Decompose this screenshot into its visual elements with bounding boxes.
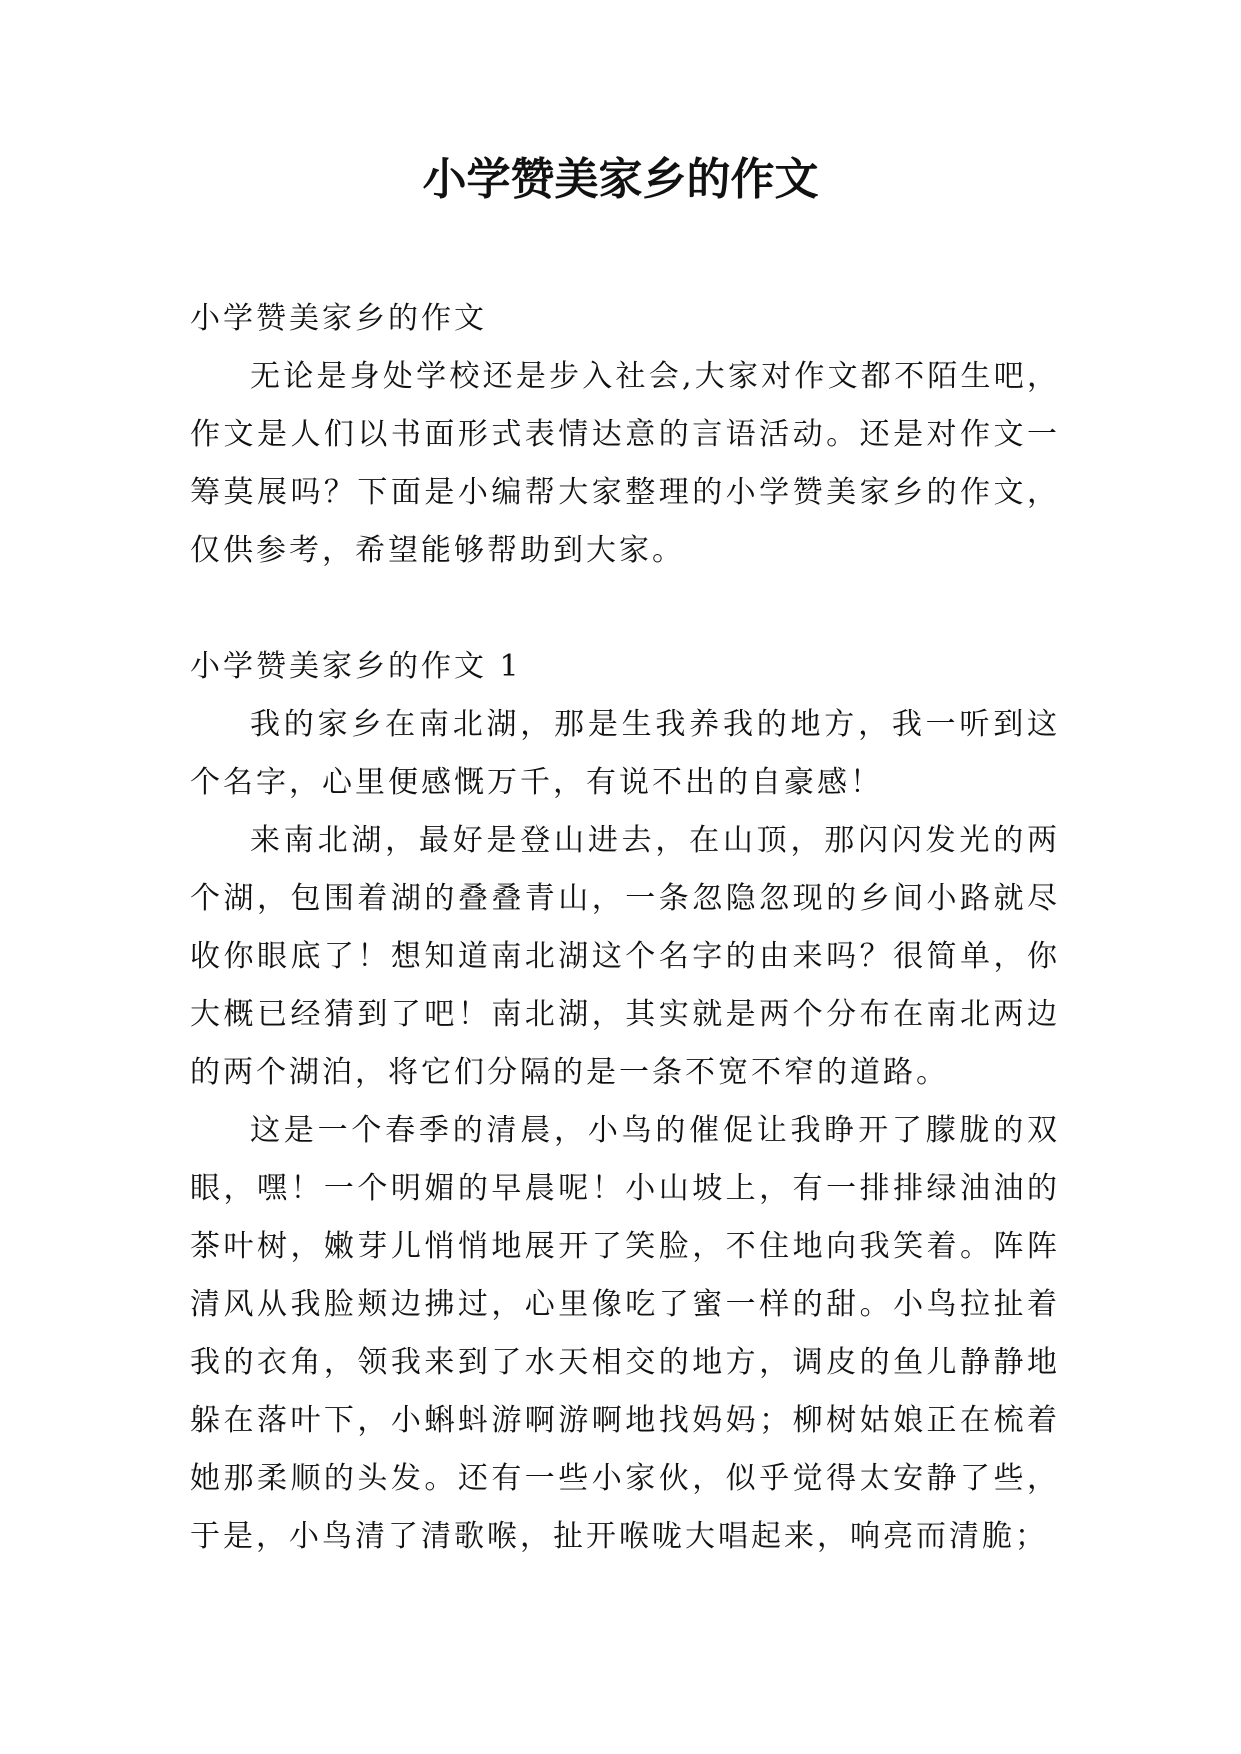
document-body [190, 290, 1060, 1566]
intro-paragraph: 无论是身处学校还是步入社会,大家对作文都不陌生吧，作文是人们以书面形式表情达意的言语活动。还是对作文一筹莫展吗？下面是小编帮大家整理的小学赞美家乡的作文，仅供参考，希望能够帮助到大家。 [190, 359, 1060, 568]
section-spacer [190, 580, 1060, 638]
body-paragraph-1: 我的家乡在南北湖，那是生我养我的地方，我一听到这个名字，心里便感慨万千，有说不出的自豪感！ [190, 707, 1060, 800]
section-heading: 小学赞美家乡的作文 1 [190, 649, 522, 684]
body-paragraph-2: 来南北湖，最好是登山进去，在山顶，那闪闪发光的两个湖，包围着湖的叠叠青山，一条忽隐忽现的乡间小路就尽收你眼底了！想知道南北湖这个名字的由来吗？很简单，你大概已经猜到了吧！南北湖，其实就是两个分布在南北两边的两个湖泊，将它们分隔的是一条不宽不窄的道路。 [190, 823, 1060, 1090]
document-subtitle: 小学赞美家乡的作文 [190, 301, 487, 336]
document-title: 小学赞美家乡的作文 [422, 154, 819, 205]
body-paragraph-3: 这是一个春季的清晨，小鸟的催促让我睁开了朦胧的双眼，嘿！一个明媚的早晨呢！小山坡上，有一排排绿油油的茶叶树，嫩芽儿悄悄地展开了笑脸，不住地向我笑着。阵阵清风从我脸颊边拂过，心里像吃了蜜一样的甜。小鸟拉扯着我的衣角，领我来到了水天相交的地方，调皮的鱼儿静静地躲在落叶下，小蝌蚪游啊游啊地找妈妈；柳树姑娘正在梳着她那柔顺的头发。还有一些小家伙，似乎觉得太安静了些，于是，小鸟清了清歌喉，扯开喉咙大唱起来，响亮而清脆； [190, 1113, 1060, 1554]
